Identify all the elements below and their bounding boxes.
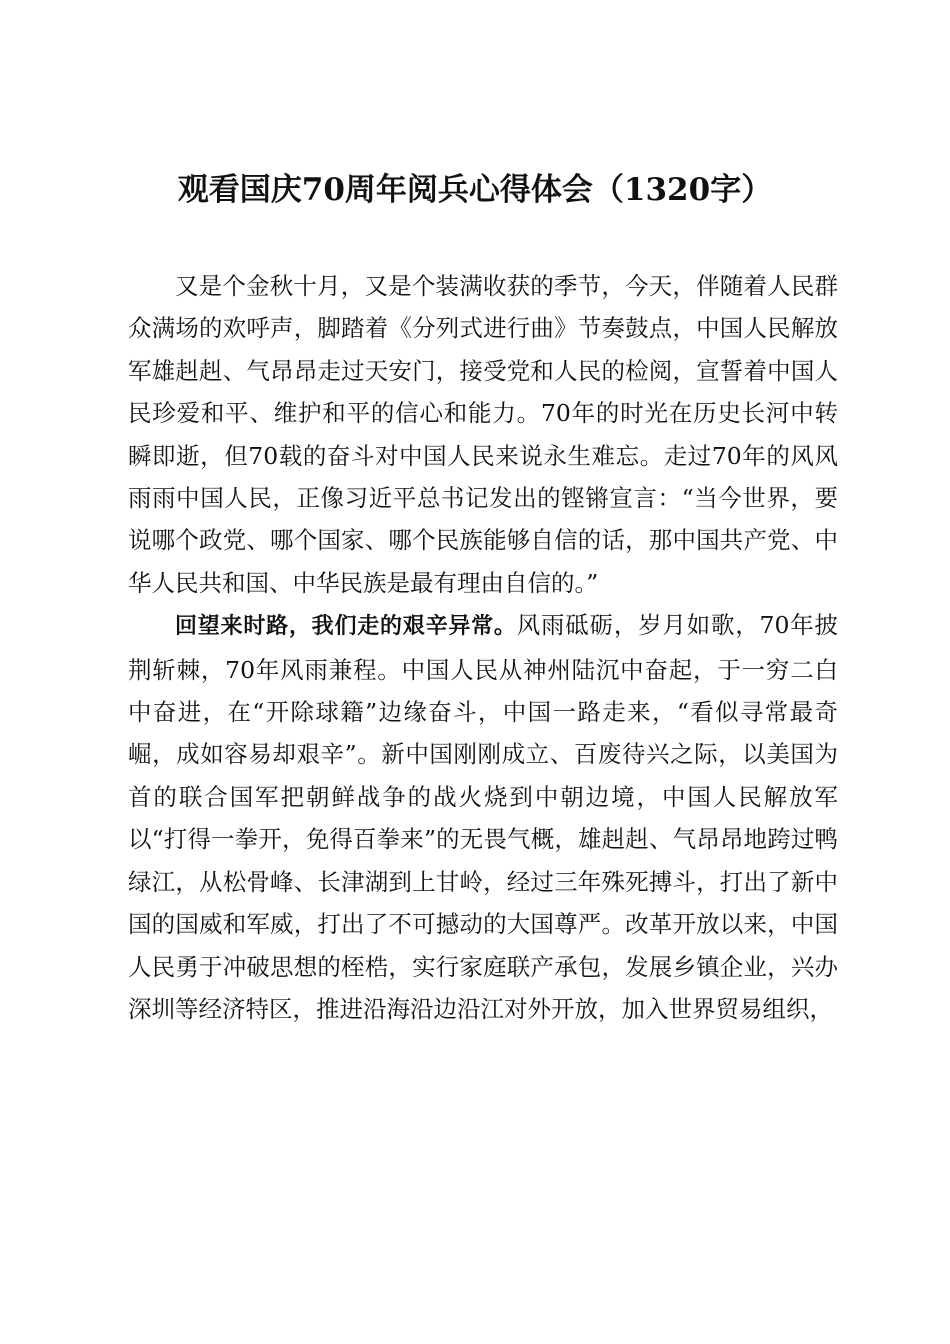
document-body [128, 265, 838, 1030]
paragraph-1-text: 又是个金秋十月，又是个装满收获的季节，今天，伴随着人民群众满场的欢呼声，脚踏着《分列式进行曲》节奏鼓点，中国人民解放军雄赳赳、气昂昂走过天安门，接受党和人民的检阅，宣誓着中国人民珍爱和平、维护和平的信心和能力。70年的时光在历史长河中转瞬即逝，但70载的奋斗对中国人民来说永生难忘。走过70年的风风雨雨中国人民，正像习近平总书记发出的铿锵宣言：“当今世界，要说哪个政党、哪个国家、哪个民族能够自信的话，那中国共产党、中华人民共和国、中华民族是最有理由自信的。” [128, 272, 838, 597]
document-title: 观看国庆70周年阅兵心得体会（1320字） [177, 172, 773, 208]
paragraph-2 [128, 604, 838, 1030]
paragraph-1 [128, 265, 838, 604]
paragraph-2-lead: 回望来时路，我们走的艰辛异常。 [175, 614, 517, 640]
paragraph-2-text: 风雨砥砺，岁月如歌，70年披荆斩棘，70年风雨兼程。中国人民从神州陆沉中奋起，于一穷二白中奋进，在“开除球籍”边缘奋斗，中国一路走来，“看似寻常最奇崛，成如容易却艰辛”。新中国刚刚成立、百废待兴之际，以美国为首的联合国军把朝鲜战争的战火烧到中朝边境，中国人民解放军以“打得一拳开，免得百拳来”的无畏气概，雄赳赳、气昂昂地跨过鸭绿江，从松骨峰、长津湖到上甘岭，经过三年殊死搏斗，打出了新中国的国威和军威，打出了不可撼动的大国尊严。改革开放以来，中国人民勇于冲破思想的桎梏，实行家庭联产承包，发展乡镇企业，兴办深圳等经济特区，推进沿海沿边沿江对外开放，加入世界贸易组织， [128, 611, 838, 1023]
